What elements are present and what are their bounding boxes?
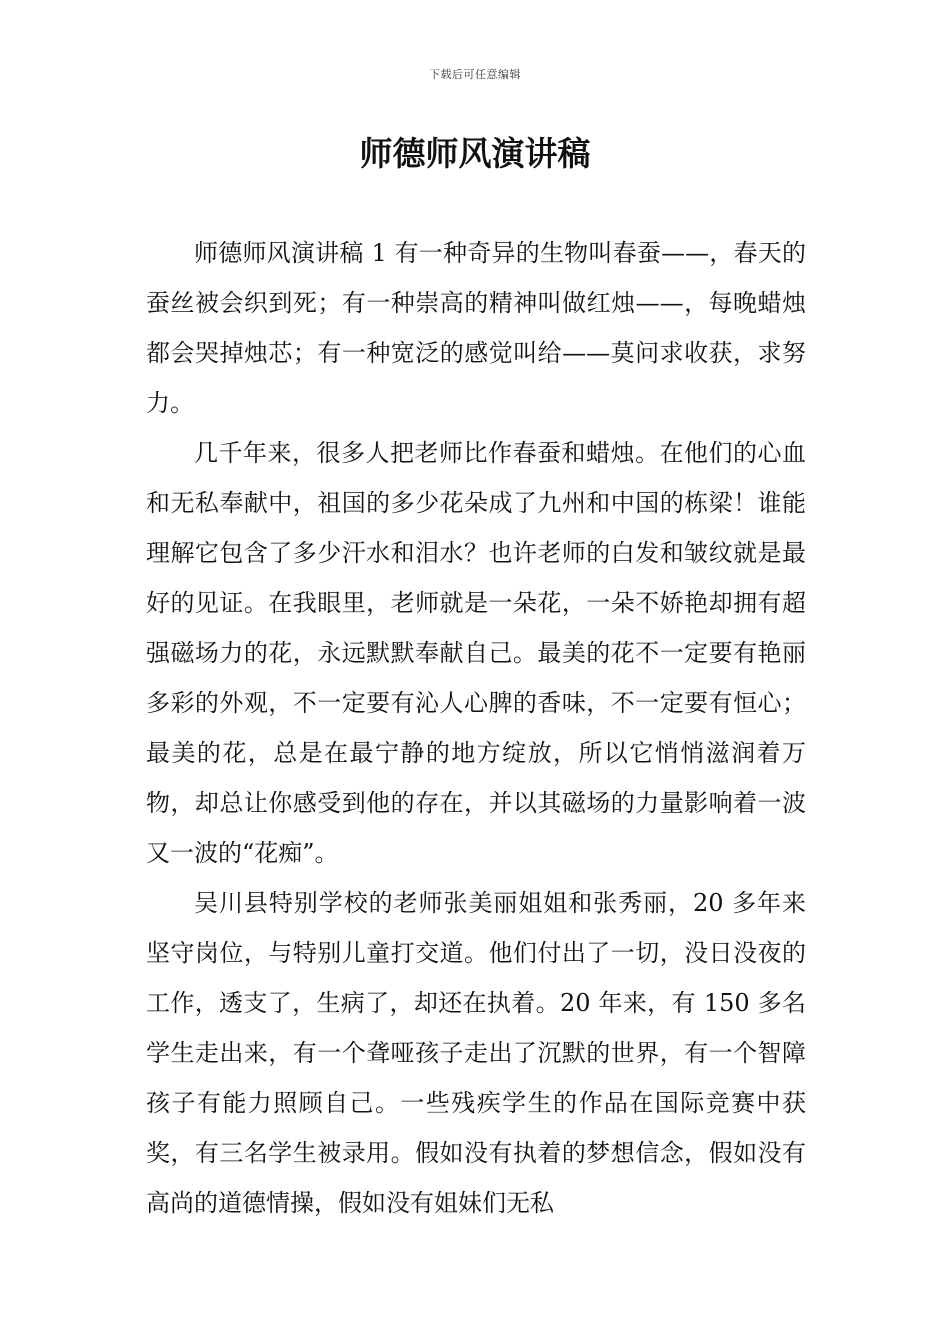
paragraph-3: 吴川县特别学校的老师张美丽姐姐和张秀丽，20 多年来坚守岗位，与特别儿童打交道。他们付出了一切，没日没夜的工作，透支了，生病了，却还在执着。20 年来，有 150 多名学生走出来，有一个聋哑孩子走出了沉默的世界，有一个智障孩子有能力照顾自己。一些残疾学生的作品在国际竞赛中获奖，有三名学生被录用。假如没有执着的梦想信念，假如没有高尚的道德情操，假如没有姐妹们无私 xyxy=(146,889,806,1217)
header-note: 下载后可任意编辑 xyxy=(429,68,521,81)
paragraph-2: 几千年来，很多人把老师比作春蚕和蜡烛。在他们的心血和无私奉献中，祖国的多少花朵成了九州和中国的栋梁！谁能理解它包含了多少汗水和泪水？也许老师的白发和皱纹就是最好的见证。在我眼里，老师就是一朵花，一朵不娇艳却拥有超强磁场力的花，永远默默奉献自己。最美的花不一定要有艳丽多彩的外观，不一定要有沁人心脾的香味，不一定要有恒心；最美的花，总是在最宁静的地方绽放，所以它悄悄滋润着万物，却总让你感受到他的存在，并以其磁场的力量影响着一波又一波的“花痴”。 xyxy=(146,439,806,867)
document-title: 师德师风演讲稿 xyxy=(359,134,591,173)
paragraph-1: 师德师风演讲稿 1 有一种奇异的生物叫春蚕——，春天的蚕丝被会织到死；有一种崇高的精神叫做红烛——，每晚蜡烛都会哭掉烛芯；有一种宽泛的感觉叫给——莫问求收获，求努力。 xyxy=(146,239,806,417)
document-body xyxy=(146,228,806,1228)
